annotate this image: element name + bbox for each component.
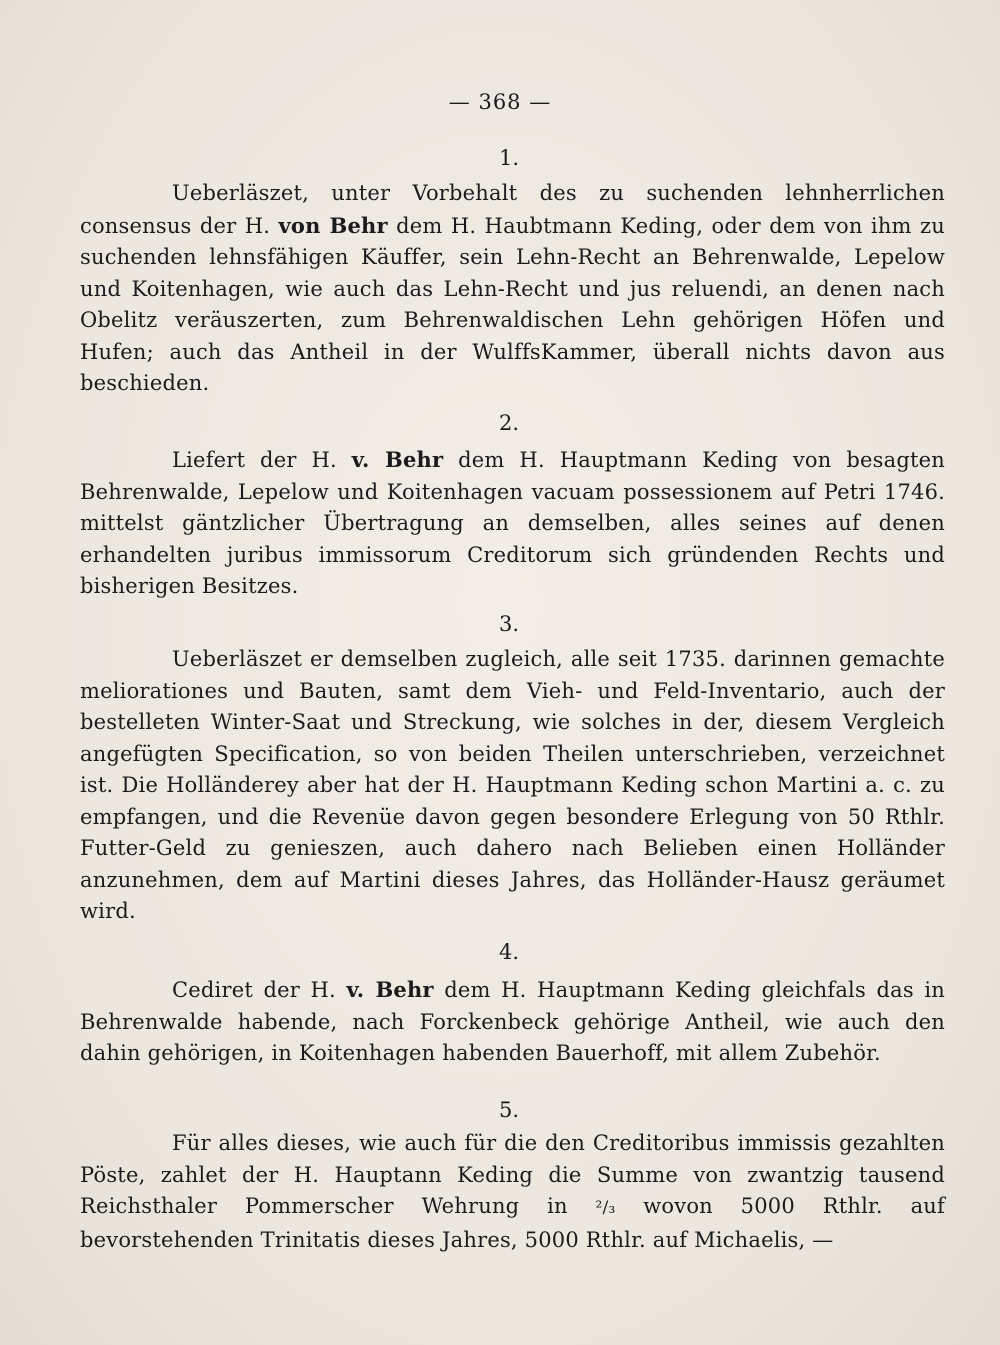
name-bold: von Behr bbox=[278, 212, 388, 238]
section-paragraph bbox=[80, 974, 945, 1070]
section-paragraph bbox=[80, 444, 945, 603]
section-number: 1. bbox=[498, 146, 520, 170]
section-number: 4. bbox=[498, 940, 520, 964]
section-number: 5. bbox=[498, 1098, 520, 1122]
text-run: Ueberläszet er demselben zugleich, alle seit 1735. darinnen gemachte meliorationes und Bauten, samt dem Vieh- und Feld-Inventario, auch der bestelleten Winter-Saat und Streckung, wie solches in der, diesem Vergleich angefügten Specification, so von beiden Theilen unterschrieben, verzeichnet ist. Die Holländerey aber hat der H. Hauptmann Keding schon Martini a. c. zu empfangen, und die Revenüe davon gegen besondere Erlegung von 50 Rthlr. Futter-Geld zu genieszen, auch dahero nach Belieben einen Holländer anzunehmen, dem auf Martini dieses Jahres, das Holländer-Hausz geräumet wird. bbox=[80, 647, 945, 923]
text-run: Liefert der H. bbox=[172, 448, 352, 472]
text-run: wovon 5000 Rthlr. auf bevorstehenden Trinitatis dieses Jahres, 5000 Rthlr. auf Michaelis, — bbox=[80, 1194, 945, 1252]
section-number: 3. bbox=[498, 612, 520, 636]
fraction: ²/₃ bbox=[595, 1198, 616, 1218]
section-number: 2. bbox=[498, 411, 520, 435]
section-paragraph bbox=[80, 178, 945, 400]
text-run: Ueberläszet, unter Vorbehalt des zu suchenden lehnherrlichen consensus der H. bbox=[80, 181, 945, 238]
text-run: dem H. Haubtmann Keding, oder dem von ihm zu suchenden lehnsfähigen Käuffer, sein Lehn-Recht an Behrenwalde, Lepelow und Koitenhagen, wie auch das Lehn-Recht und jus reluendi, an denen nach Obelitz veräuszerten, zum Behrenwaldischen Lehn gehörigen Höfen und Hufen; auch das Antheil in der WulffsKammer, überall nichts davon aus beschieden. bbox=[80, 213, 945, 395]
section-paragraph bbox=[80, 1128, 945, 1256]
page-number: — 368 — bbox=[448, 90, 552, 114]
name-bold: v. Behr bbox=[351, 447, 444, 472]
name-bold: v. Behr bbox=[346, 977, 434, 1002]
text-run: Für alles dieses, wie auch für die den Creditoribus immissis gezahlten Pöste, zahlet der H. Hauptann Keding die Summe von zwantzig tausend Reichsthaler Pommerscher Wehrung in bbox=[80, 1131, 945, 1218]
section-paragraph bbox=[80, 644, 945, 928]
text-run: dem H. Hauptmann Keding gleichfals das in Behrenwalde habende, nach Forckenbeck gehörige Antheil, wie auch den dahin gehörigen, in Koitenhagen habenden Bauerhoff, mit allem Zubehör. bbox=[80, 978, 945, 1065]
text-run: Cediret der H. bbox=[172, 978, 347, 1002]
text-run: dem H. Hauptmann Keding von besagten Behrenwalde, Lepelow und Koitenhagen vacuam possessionem auf Petri 1746. mittelst gäntzlicher Übertragung an demselben, alles seines auf denen erhandelten juribus immissorum Creditorum sich gründenden Rechts und bisherigen Besitzes. bbox=[80, 448, 945, 598]
